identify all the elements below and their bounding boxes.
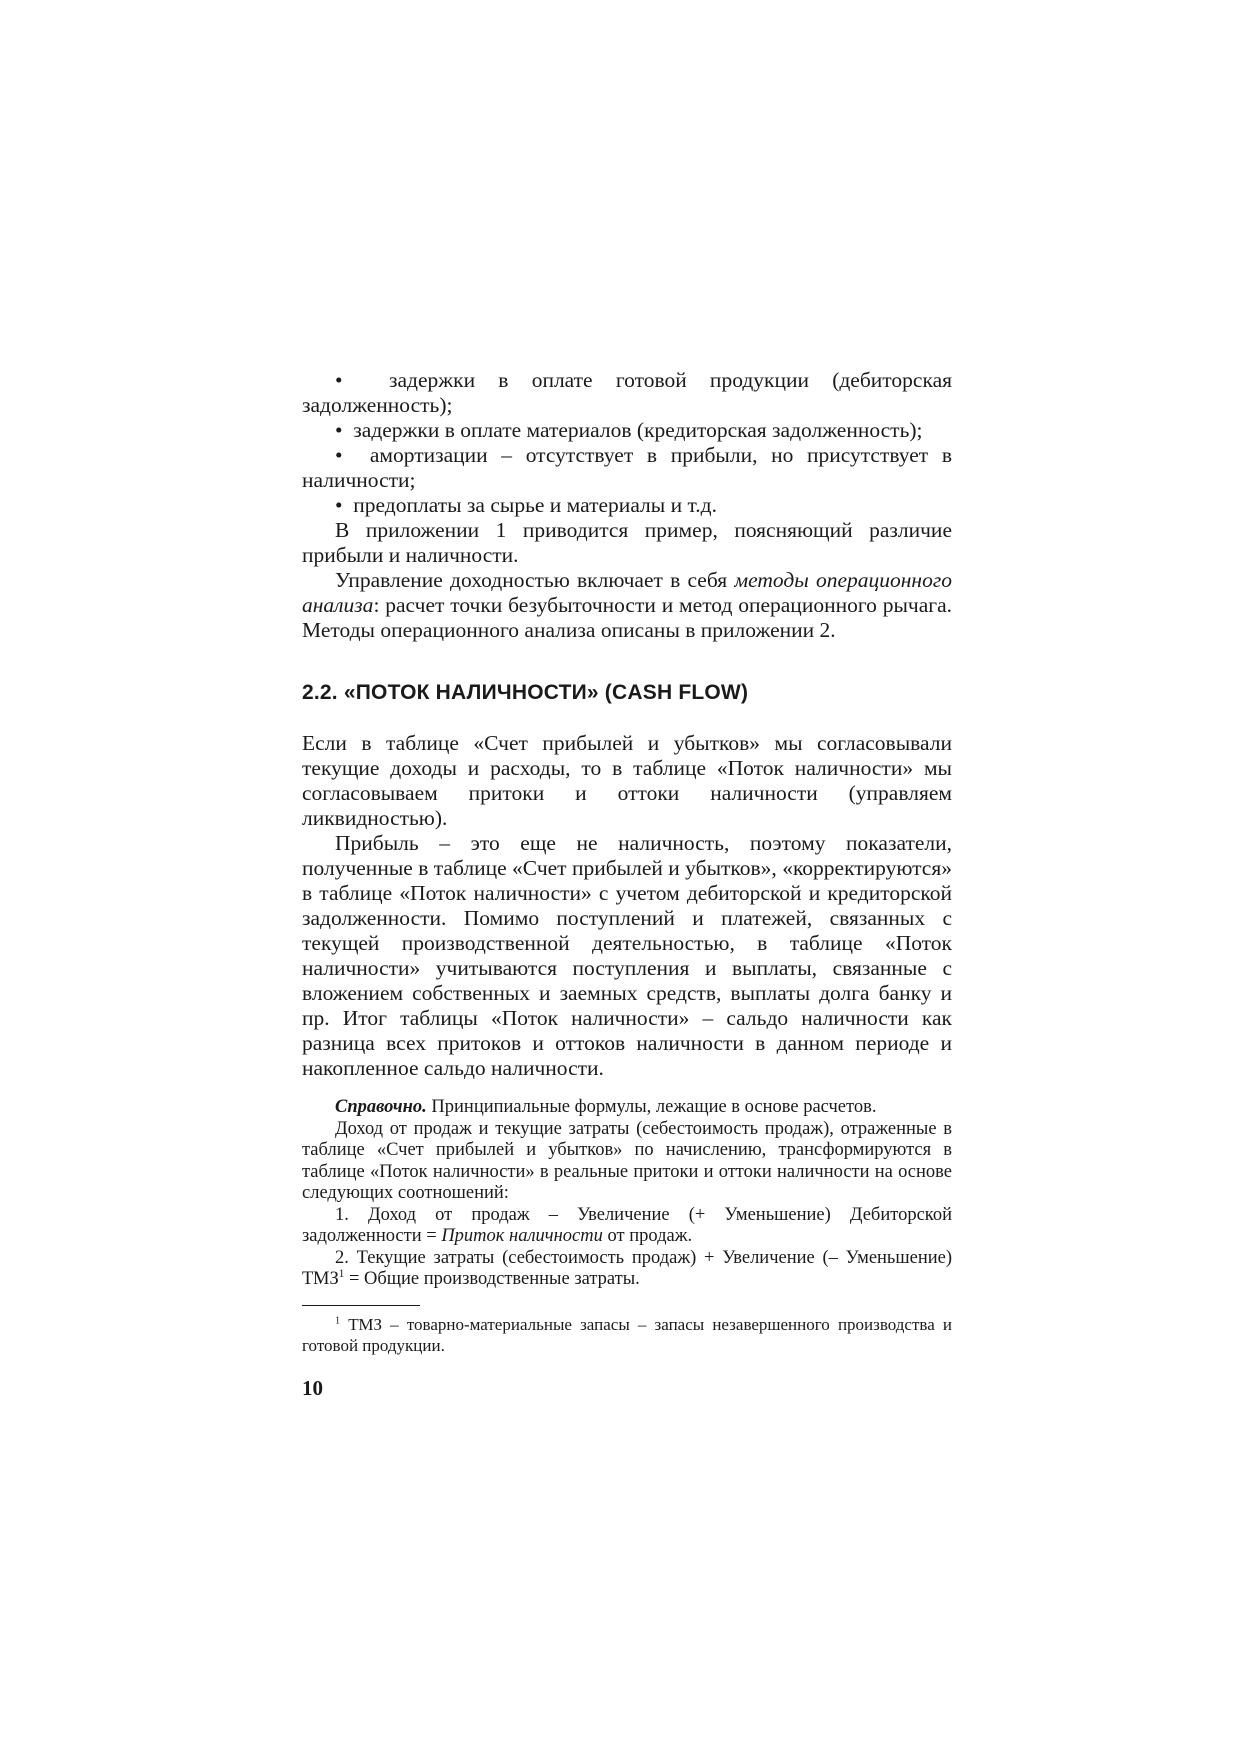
paragraph-profit: Прибыль – это еще не наличность, поэтому показатели, полученные в таблице «Счет прибылей и убытков», «корректируются» в таблице «Поток наличности» с учетом дебиторской и кредиторской задолженности. Помимо поступлений и платежей, связанных с текущей производственной деятельностью, в таблице «Поток наличности» учитываются поступления и выплаты, связанные с вложением собственных и заемных средств, выплаты долга банку и пр. Итог таблицы «Поток наличности» – сальдо наличности как разница всех притоков и оттоков наличности в данном периоде и накопленное сальдо наличности. — [302, 831, 952, 1080]
paragraph-management — [302, 568, 952, 643]
reference-label: Справочно. — [335, 1097, 427, 1117]
section-heading: 2.2. «ПОТОК НАЛИЧНОСТИ» (CASH FLOW) — [302, 681, 749, 704]
italic-term: методы операционного анализа — [302, 568, 952, 617]
bullet-item: • задержки в оплате готовой продукции (дебиторская задолженность); — [302, 368, 952, 418]
italic-term: Приток наличности — [441, 1226, 603, 1246]
text-run: 2. Текущие затраты (себестоимость продаж) + Увеличение (– Уменьшение) ТМЗ — [302, 1247, 952, 1289]
text-run: Управление доходностью включает в себя — [335, 568, 735, 592]
paragraph-intro: Если в таблице «Счет прибылей и убытков» мы согласовывали текущие доходы и расходы, то в таблице «Поток наличности» мы согласовываем притоки и оттоки наличности (управляем ликвидностью). — [302, 731, 952, 830]
paragraph-income: Доход от продаж и текущие затраты (себестоимость продаж), отраженные в таблице «Счет прибылей и убытков» по начислению, трансформируются в таблице «Поток наличности» в реальные притоки и оттоки наличности на основе следующих соотношений: — [302, 1118, 952, 1203]
reference-paragraph — [302, 1097, 952, 1119]
page-content — [302, 368, 952, 1401]
footnote-text: ТМЗ – товарно-материальные запасы – запасы незавершенного производства и готовой продукции. — [302, 1314, 952, 1355]
reference-text: Принципиальные формулы, лежащие в основе расчетов. — [426, 1097, 877, 1117]
footnote — [302, 1314, 952, 1356]
formula-2 — [302, 1248, 952, 1291]
text-run: : расчет точки безубыточности и метод операционного рычага. Методы операционного анализа описаны в приложении 2. — [302, 593, 952, 642]
footnote-divider — [302, 1305, 420, 1306]
formula-1 — [302, 1205, 952, 1248]
page-number: 10 — [302, 1375, 323, 1400]
bullet-item: • задержки в оплате материалов (кредиторская задолженность); — [302, 418, 952, 443]
bullet-item: • предоплаты за сырье и материалы и т.д. — [302, 493, 952, 518]
text-run: = Общие производственные затраты. — [344, 1269, 640, 1289]
paragraph-appendix: В приложении 1 приводится пример, поясняющий различие прибыли и наличности. — [302, 518, 952, 567]
footnote-ref[interactable]: 1 — [338, 1267, 345, 1280]
footnote-mark: 1 — [335, 1314, 341, 1326]
bullet-item: • амортизации – отсутствует в прибыли, но присутствует в наличности; — [302, 443, 952, 493]
text-run: от продаж. — [602, 1226, 693, 1246]
text-run: 1. Доход от продаж – Увеличение (+ Уменьшение) Дебиторской задолженности = — [302, 1204, 952, 1246]
